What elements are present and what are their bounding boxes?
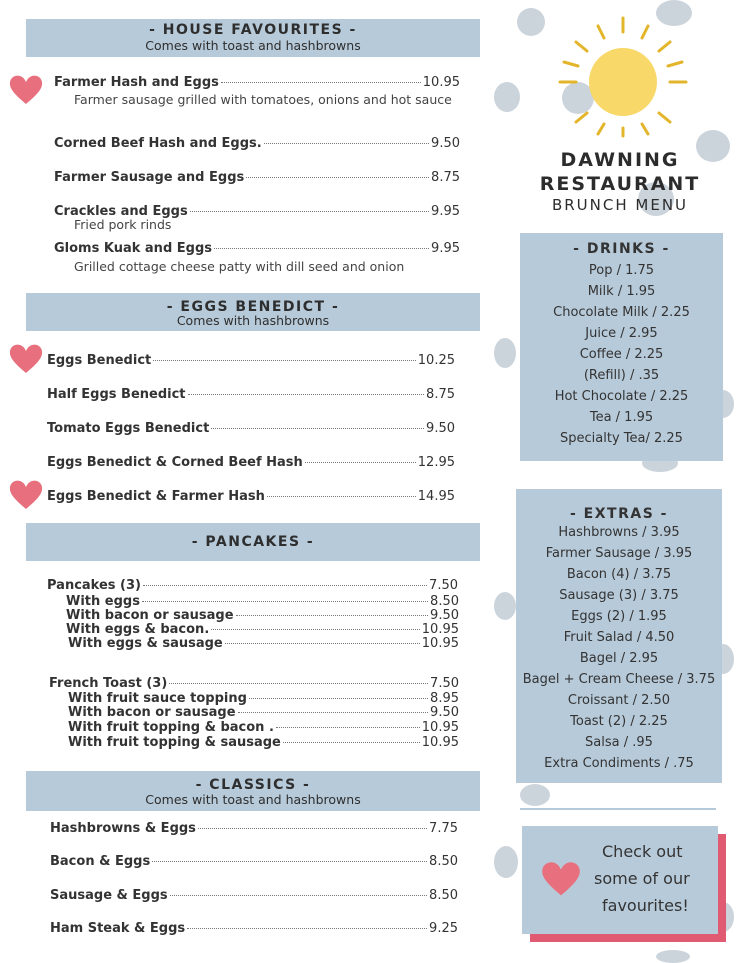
item-name: With eggs bbox=[66, 594, 140, 609]
decor-bubble bbox=[517, 8, 545, 36]
menu-item-half-eggs-benedict bbox=[47, 387, 455, 402]
section-title: - CLASSICS - bbox=[195, 777, 311, 793]
divider bbox=[520, 808, 716, 810]
menu-item-sausage-eggs bbox=[50, 888, 458, 903]
decor-bubble bbox=[520, 784, 550, 806]
item-name: Half Eggs Benedict bbox=[47, 387, 186, 402]
item-price: 8.50 bbox=[429, 888, 458, 903]
heart-icon bbox=[8, 343, 44, 375]
menu-item-benedict-farmer-hash bbox=[47, 489, 455, 504]
item-name: Sausage & Eggs bbox=[50, 888, 168, 903]
extras-item: Croissant / 2.50 bbox=[567, 693, 671, 708]
drinks-item: Pop / 1.75 bbox=[588, 263, 655, 278]
item-name: Farmer Hash and Eggs bbox=[54, 75, 219, 90]
item-name: Pancakes (3) bbox=[47, 578, 141, 593]
callout-line2: some of our bbox=[594, 869, 690, 888]
section-title: - EGGS BENEDICT - bbox=[166, 299, 340, 315]
item-name: With fruit topping & sausage bbox=[68, 735, 281, 750]
item-name: Eggs Benedict bbox=[47, 353, 152, 368]
extras-panel bbox=[516, 489, 722, 783]
menu-item-gloms-kuak bbox=[54, 241, 460, 256]
item-name: Ham Steak & Eggs bbox=[50, 921, 186, 936]
item-name: Gloms Kuak and Eggs bbox=[54, 241, 212, 256]
menu-item-hashbrowns-eggs bbox=[50, 821, 458, 836]
drinks-item: Juice / 2.95 bbox=[585, 326, 658, 341]
brand-line2: RESTAURANT bbox=[539, 173, 701, 195]
item-price: 7.75 bbox=[429, 821, 458, 836]
menu-item-pancakes-eggs bbox=[66, 594, 459, 609]
extras-title: - EXTRAS - bbox=[570, 506, 668, 522]
extras-item: Extra Condiments / .75 bbox=[544, 756, 694, 771]
item-price: 14.95 bbox=[417, 489, 455, 504]
section-classics-header bbox=[26, 771, 480, 811]
section-subtitle: Comes with toast and hashbrowns bbox=[145, 38, 361, 53]
extras-item: Bacon (4) / 3.75 bbox=[566, 567, 672, 582]
item-price: 10.95 bbox=[421, 735, 459, 750]
item-price: 8.50 bbox=[429, 854, 458, 869]
item-price: 9.50 bbox=[430, 608, 459, 623]
item-price: 9.50 bbox=[426, 421, 455, 436]
section-title: - HOUSE FAVOURITES - bbox=[149, 22, 357, 38]
extras-item: Farmer Sausage / 3.95 bbox=[545, 546, 693, 561]
heart-icon bbox=[8, 74, 44, 106]
menu-item-ham-steak-eggs bbox=[50, 921, 458, 936]
menu-item-pancakes bbox=[47, 578, 458, 593]
menu-item-french-toast bbox=[49, 676, 459, 691]
item-name: Tomato Eggs Benedict bbox=[47, 421, 210, 436]
extras-item: Salsa / .95 bbox=[585, 735, 653, 750]
extras-item: Sausage (3) / 3.75 bbox=[559, 588, 679, 603]
drinks-item: Chocolate Milk / 2.25 bbox=[553, 305, 690, 320]
item-name: Crackles and Eggs bbox=[54, 204, 188, 219]
item-name: With fruit sauce topping bbox=[68, 691, 247, 706]
menu-item-eggs-benedict bbox=[47, 353, 455, 368]
item-name: Bacon & Eggs bbox=[50, 854, 151, 869]
item-price: 9.50 bbox=[431, 136, 460, 151]
extras-item: Hashbrowns / 3.95 bbox=[558, 525, 680, 540]
item-price: 9.50 bbox=[430, 705, 459, 720]
item-name: French Toast (3) bbox=[49, 676, 168, 691]
menu-item-french-toast-fruit bbox=[68, 691, 459, 706]
drinks-title: - DRINKS - bbox=[573, 241, 670, 257]
extras-item: Fruit Salad / 4.50 bbox=[563, 630, 675, 645]
menu-item-farmer-hash bbox=[54, 75, 460, 90]
item-name: Corned Beef Hash and Eggs. bbox=[54, 136, 262, 151]
drinks-item: Coffee / 2.25 bbox=[579, 347, 664, 362]
item-name: With bacon or sausage bbox=[68, 705, 236, 720]
item-price: 8.50 bbox=[430, 594, 459, 609]
drinks-panel bbox=[520, 233, 723, 461]
brand-subtitle: BRUNCH MENU bbox=[551, 196, 689, 214]
item-description: Grilled cottage cheese patty with dill seed and onion bbox=[74, 259, 405, 274]
item-price: 7.50 bbox=[429, 578, 458, 593]
brand-line1: DAWNING bbox=[560, 149, 680, 171]
item-price: 8.75 bbox=[426, 387, 455, 402]
item-price: 9.25 bbox=[429, 921, 458, 936]
menu-item-pancakes-eggs-sausage bbox=[68, 636, 459, 651]
extras-item: Eggs (2) / 1.95 bbox=[571, 609, 667, 624]
callout-line3: favourites! bbox=[602, 896, 689, 915]
item-price: 12.95 bbox=[417, 455, 455, 470]
item-price: 10.95 bbox=[421, 636, 459, 651]
drinks-item: (Refill) / .35 bbox=[583, 368, 660, 383]
extras-item: Toast (2) / 2.25 bbox=[570, 714, 668, 729]
menu-item-farmer-sausage bbox=[54, 170, 460, 185]
heart-icon bbox=[540, 860, 582, 898]
item-price: 9.95 bbox=[431, 241, 460, 256]
sun-icon bbox=[556, 16, 690, 138]
section-subtitle: Comes with hashbrowns bbox=[176, 313, 330, 328]
decor-bubble bbox=[494, 846, 518, 878]
item-price: 10.95 bbox=[421, 622, 459, 637]
item-price: 9.95 bbox=[431, 204, 460, 219]
item-description: Farmer sausage grilled with tomatoes, onions and hot sauce bbox=[74, 92, 452, 107]
item-name: Eggs Benedict & Corned Beef Hash bbox=[47, 455, 303, 470]
section-subtitle: Comes with toast and hashbrowns bbox=[145, 792, 361, 807]
item-name: Eggs Benedict & Farmer Hash bbox=[47, 489, 265, 504]
item-name: With eggs & sausage bbox=[68, 636, 223, 651]
item-price: 10.25 bbox=[417, 353, 455, 368]
section-pancakes-header bbox=[26, 523, 480, 561]
item-name: With eggs & bacon. bbox=[66, 622, 210, 637]
heart-icon bbox=[8, 479, 44, 511]
decor-bubble bbox=[494, 82, 520, 112]
menu-item-bacon-eggs bbox=[50, 854, 458, 869]
section-benedict-header bbox=[26, 293, 480, 331]
menu-item-benedict-corned-beef bbox=[47, 455, 455, 470]
restaurant-name bbox=[530, 148, 710, 214]
item-price: 7.50 bbox=[430, 676, 459, 691]
menu-item-french-toast-fruit-bacon bbox=[68, 720, 459, 735]
menu-item-tomato-eggs-benedict bbox=[47, 421, 455, 436]
item-price: 8.95 bbox=[430, 691, 459, 706]
section-title: - PANCAKES - bbox=[191, 534, 315, 550]
decor-bubble bbox=[656, 950, 690, 963]
extras-item: Bagel / 2.95 bbox=[579, 651, 659, 666]
decor-bubble bbox=[494, 338, 516, 368]
item-description: Fried pork rinds bbox=[74, 217, 172, 232]
item-name: With fruit topping & bacon . bbox=[68, 720, 274, 735]
drinks-item: Specialty Tea/ 2.25 bbox=[560, 431, 683, 446]
menu-item-corned-beef-hash bbox=[54, 136, 460, 151]
menu-item-french-toast-fruit-sausage bbox=[68, 735, 459, 750]
drinks-item: Milk / 1.95 bbox=[587, 284, 656, 299]
item-name: Farmer Sausage and Eggs bbox=[54, 170, 245, 185]
item-price: 10.95 bbox=[422, 75, 460, 90]
callout-line1: Check out bbox=[602, 842, 683, 861]
item-price: 8.75 bbox=[431, 170, 460, 185]
callout-box bbox=[522, 826, 718, 934]
item-name: With bacon or sausage bbox=[66, 608, 234, 623]
extras-item: Bagel + Cream Cheese / 3.75 bbox=[522, 672, 716, 687]
item-name: Hashbrowns & Eggs bbox=[50, 821, 196, 836]
menu-item-pancakes-eggs-bacon bbox=[66, 622, 459, 637]
drinks-item: Tea / 1.95 bbox=[589, 410, 654, 425]
menu-item-pancakes-bacon-sausage bbox=[66, 608, 459, 623]
menu-item-french-toast-bacon-sausage bbox=[68, 705, 459, 720]
section-house-header bbox=[26, 19, 480, 57]
drinks-item: Hot Chocolate / 2.25 bbox=[554, 389, 689, 404]
decor-bubble bbox=[494, 592, 516, 620]
item-price: 10.95 bbox=[421, 720, 459, 735]
